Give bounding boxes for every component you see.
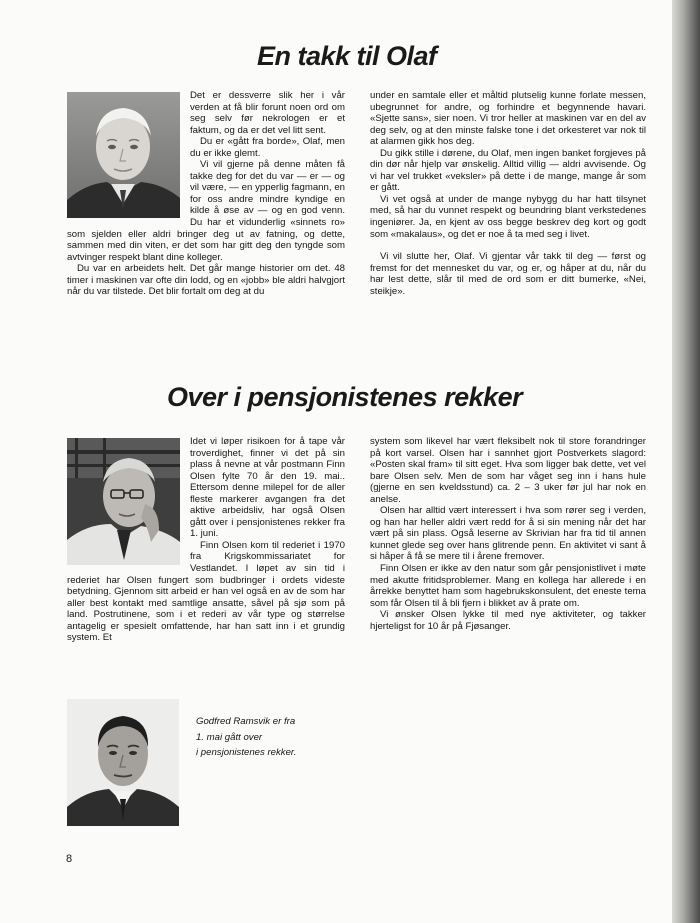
paragraph: Vi vet også at under de mange nybygg du har hatt tilsynet med, så har du vunnet respekt og beundring blant verkstedenes ingeniører. Ja, en kjent av oss begge beskrev deg kort og godt som «makalaus», og det er noe å ta med seg i livet. [370,193,646,240]
photo-spacer [67,436,190,567]
caption-line: i pensjonistenes rekker. [196,747,297,758]
portrait-photo-godfred-ramsvik [67,699,179,826]
photo-caption [196,714,346,761]
article-title-olaf: En takk til Olaf [257,41,437,71]
caption-line: Godfred Ramsvik er fra [196,716,296,727]
paragraph: Idet vi løper risikoen for å tape vår troverdighet, finner vi det på sin plass å nevne at vår postmann Finn Olsen fylte 70 år den 19. mai.. Ettersom denne milepel for de aller fleste markerer avgangen fra det aktive arbeidsliv, har også Olsen gått over i pensjonistenes rekker fra 1. juni. [190,436,345,540]
paragraph: under en samtale eller et måltid plutselig kunne forlate messen, ubegrunnet for andre, og forhindre et begynnende havari. «Sjette sans», sier noen. Vi tror heller at maskinen var en del av deg selv, og at den minste falske tone i det orkesteret var nok til at alarmen gikk hos deg. [370,90,646,148]
article-title-pensjonister: Over i pensjonistenes rekker [167,382,523,412]
paragraph: Olsen har alltid vært interessert i hva som rører seg i verden, og han har heller aldri vært redd for å si sin mening når det har vært på sin plass. Også leserne av Skrivian har fra tid til annen kunnet glede seg over hans glitrende penn. En aktivitet vi sant å si håper å få se mere til i årene fremover. [370,505,646,563]
paragraph: Vi ønsker Olsen lykke til med nye aktiviteter, og takker hjerteligst for 10 år på Fjøsanger. [370,609,646,632]
paragraph: Du var en arbeidets helt. Det går mange historier om det. 48 timer i maskinen var ofte din lodd, og en «jobb» ble aldri halvgjort når du var tilstede. Det blir fortalt om deg at du [67,263,345,298]
page-number: 8 [66,853,73,865]
paragraph: system som likevel har vært fleksibelt nok til store forandringer på kort varsel. Olsen har i sannhet gjort Postverkets slagord: «Posten skal fram» til sitt eget. Hva som ligger bak dette, vet vel bare Olsen selv. Men de som har våget seg inn i hans hule (gjerne en sen kveldsstund) ca. 2 – 3 uker før jul har nok en anelse. [370,436,646,505]
paragraph: Du gikk stille i dørene, du Olaf, men ingen banket forgjeves på din dør når hjelp var ønskelig. Alltid villig — aldri avvisende. Og vi har vel trukket «veksler» på dette i de mange, mange år som er gått. [370,147,646,194]
article2-left-column [67,436,345,644]
paragraph: Du er «gått fra borde», Olaf, men du er ikke glemt. [190,136,345,159]
paragraph: Vi vil slutte her, Olaf. Vi gjentar vår takk til deg — først og fremst for det mennesket du var, og er, og håper at du, når du har lest dette, slår til med de ord som er ditt bumerke, «Nei, steikje». [370,251,646,297]
paragraph: Det er dessverre slik her i vår verden at få blir forunt noen ord om seg selv før nekrologen er et faktum, og da er det vel litt sent. [190,90,345,136]
paragraph: Vi vil gjerne på denne måten få takke deg for det du var — er — og vil være, — en ypperlig fagmann, en for oss andre mindre kyndige en kilde å øse av — og en god venn. Du har et vidunderlig «sinnets ro» som sjelden eller aldri bringer deg ut av fatning, og dette, sammen med din viten, er det som har gitt deg den tyngde som avtvinger respekt blant dine kolleger. [67,159,345,263]
paragraph: Finn Olsen er ikke av den natur som går pensjonistlivet i møte med akutte fritidsproblemer. Mang en kollega har allerede i en årrekke benyttet ham som hagebrukskonsulent, det eneste tema som får Olsen til å bli fjern i blikket av å prate om. [370,563,646,609]
article1-right-column [370,90,646,297]
article1-left-column [67,90,345,298]
photo-spacer [67,90,190,220]
paragraph: Finn Olsen kom til rederiet i 1970 fra Krigskommissariatet for Vestlandet. I løpet av sin tid i rederiet har Olsen fungert som budbringer i ordets videste betydning. Gjennom sitt arbeid er han vel også en av de som har aller best kontakt med samtlige ansatte, såvel på sjø som på land. Postrutinene, som i et rederi av vår type og størrelse antagelig er spesielt omfattende, har han satt inn i et grundig system. Et [67,539,345,644]
caption-line: 1. mai gått over [196,731,263,743]
article2-right-column [370,436,646,632]
page-binding-edge [672,0,700,923]
